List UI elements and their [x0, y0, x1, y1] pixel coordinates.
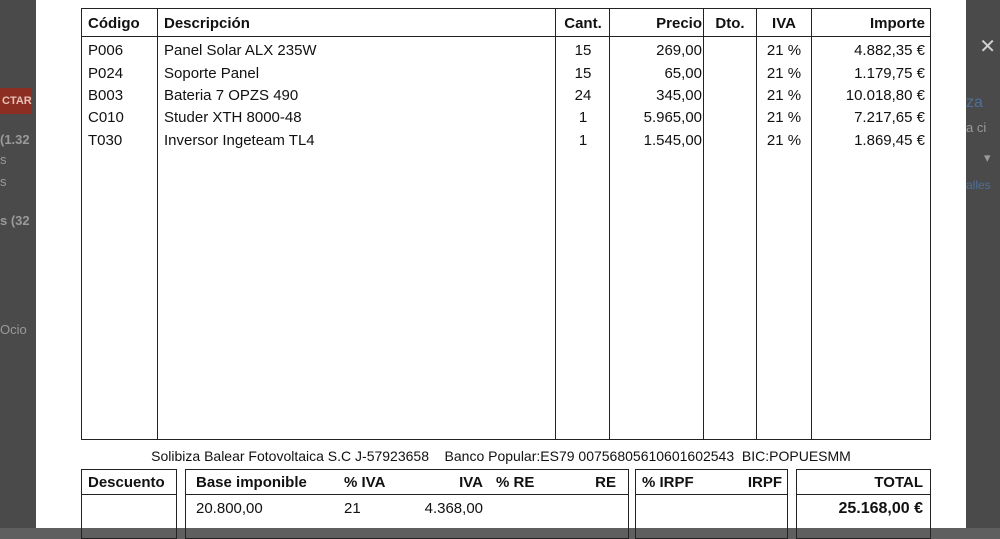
- cell-descripcion: Bateria 7 OPZS 490: [164, 87, 299, 104]
- col-header-dto: Dto.: [715, 15, 745, 32]
- pct-irpf-label: % IRPF: [642, 474, 694, 491]
- close-icon[interactable]: ✕: [979, 36, 996, 58]
- cell-iva: 21 %: [766, 87, 802, 104]
- cell-descripcion: Inversor Ingeteam TL4: [164, 132, 315, 149]
- cell-codigo: T030: [88, 132, 123, 149]
- table-row: [82, 42, 930, 64]
- total-box: [796, 469, 931, 539]
- total-value: 25.168,00 €: [838, 500, 923, 517]
- col-header-iva: IVA: [772, 15, 796, 32]
- cell-importe: 7.217,65 €: [854, 109, 925, 126]
- irpf-label: IRPF: [747, 474, 782, 491]
- discount-box: [81, 469, 177, 539]
- col-header-cant: Cant.: [564, 15, 602, 32]
- cell-cant: 24: [574, 87, 592, 104]
- background-right-panel: [966, 0, 1000, 528]
- cell-iva: 21 %: [766, 132, 802, 149]
- cell-precio: 345,00: [656, 87, 702, 104]
- cell-descripcion: Panel Solar ALX 235W: [164, 42, 317, 59]
- col-header-codigo: Código: [88, 15, 140, 32]
- cell-cant: 1: [578, 109, 588, 126]
- cell-codigo: P024: [88, 65, 124, 82]
- pct-iva-label: % IVA: [344, 474, 386, 491]
- cell-importe: 1.179,75 €: [854, 65, 925, 82]
- cell-iva: 21 %: [766, 42, 802, 59]
- pct-re-label: % RE: [496, 474, 535, 491]
- cell-precio: 1.545,00: [643, 132, 702, 149]
- cell-codigo: C010: [88, 109, 124, 126]
- table-row: [82, 65, 930, 87]
- tax-base-box: [185, 469, 629, 539]
- background-text-fragment: s: [0, 174, 7, 189]
- cell-iva: 21 %: [766, 109, 802, 126]
- cell-precio: 5.965,00: [643, 109, 702, 126]
- base-imponible-label: Base imponible: [196, 474, 307, 491]
- invoice-lines-table: [81, 8, 931, 440]
- table-row: [82, 109, 930, 131]
- cell-importe: 10.018,80 €: [845, 87, 925, 104]
- irpf-box-header: [636, 470, 787, 495]
- total-label: TOTAL: [874, 474, 923, 491]
- cell-cant: 15: [574, 42, 592, 59]
- re-label: RE: [595, 474, 616, 491]
- table-header: [82, 9, 930, 37]
- background-text-fragment: alles: [966, 178, 991, 192]
- cell-cant: 1: [578, 132, 588, 149]
- base-imponible-value: 20.800,00: [196, 500, 263, 517]
- background-left-panel: [0, 0, 36, 528]
- cell-descripcion: Studer XTH 8000-48: [164, 109, 302, 126]
- col-header-descripcion: Descripción: [164, 15, 250, 32]
- background-text-fragment: Ocio: [0, 322, 27, 337]
- cell-precio: 269,00: [656, 42, 702, 59]
- table-row: [82, 87, 930, 109]
- discount-box-header: [82, 470, 176, 495]
- tax-base-box-header: [186, 470, 628, 495]
- cell-iva: 21 %: [766, 65, 802, 82]
- cell-descripcion: Soporte Panel: [164, 65, 260, 82]
- cell-importe: 1.869,45 €: [854, 132, 925, 149]
- company-info: Solibiza Balear Fotovoltaica S.C J-57923658 Banco Popular:ES79 00756805610601602543 BIC:POPUESMM: [151, 448, 851, 464]
- chevron-down-icon: ▾: [984, 150, 991, 165]
- iva-label: IVA: [459, 474, 483, 491]
- irpf-box: [635, 469, 788, 539]
- pct-iva-value: 21: [344, 500, 361, 517]
- iva-value: 4.368,00: [424, 500, 483, 517]
- col-header-precio: Precio: [656, 15, 702, 32]
- background-text-fragment: (1.32: [0, 132, 30, 147]
- col-header-importe: Importe: [869, 15, 925, 32]
- background-text-fragment: s (32: [0, 213, 30, 228]
- background-text-fragment: s: [0, 152, 7, 167]
- cell-precio: 65,00: [664, 65, 702, 82]
- background-text-fragment: za: [966, 94, 983, 111]
- cell-importe: 4.882,35 €: [854, 42, 925, 59]
- cell-codigo: B003: [88, 87, 124, 104]
- invoice-preview: [36, 0, 966, 528]
- table-row: [82, 132, 930, 154]
- background-action-button: CTAR: [0, 88, 32, 114]
- cell-codigo: P006: [88, 42, 124, 59]
- cell-cant: 15: [574, 65, 592, 82]
- discount-label: Descuento: [88, 474, 165, 491]
- total-box-header: [797, 470, 930, 495]
- background-text-fragment: a ci: [966, 120, 987, 135]
